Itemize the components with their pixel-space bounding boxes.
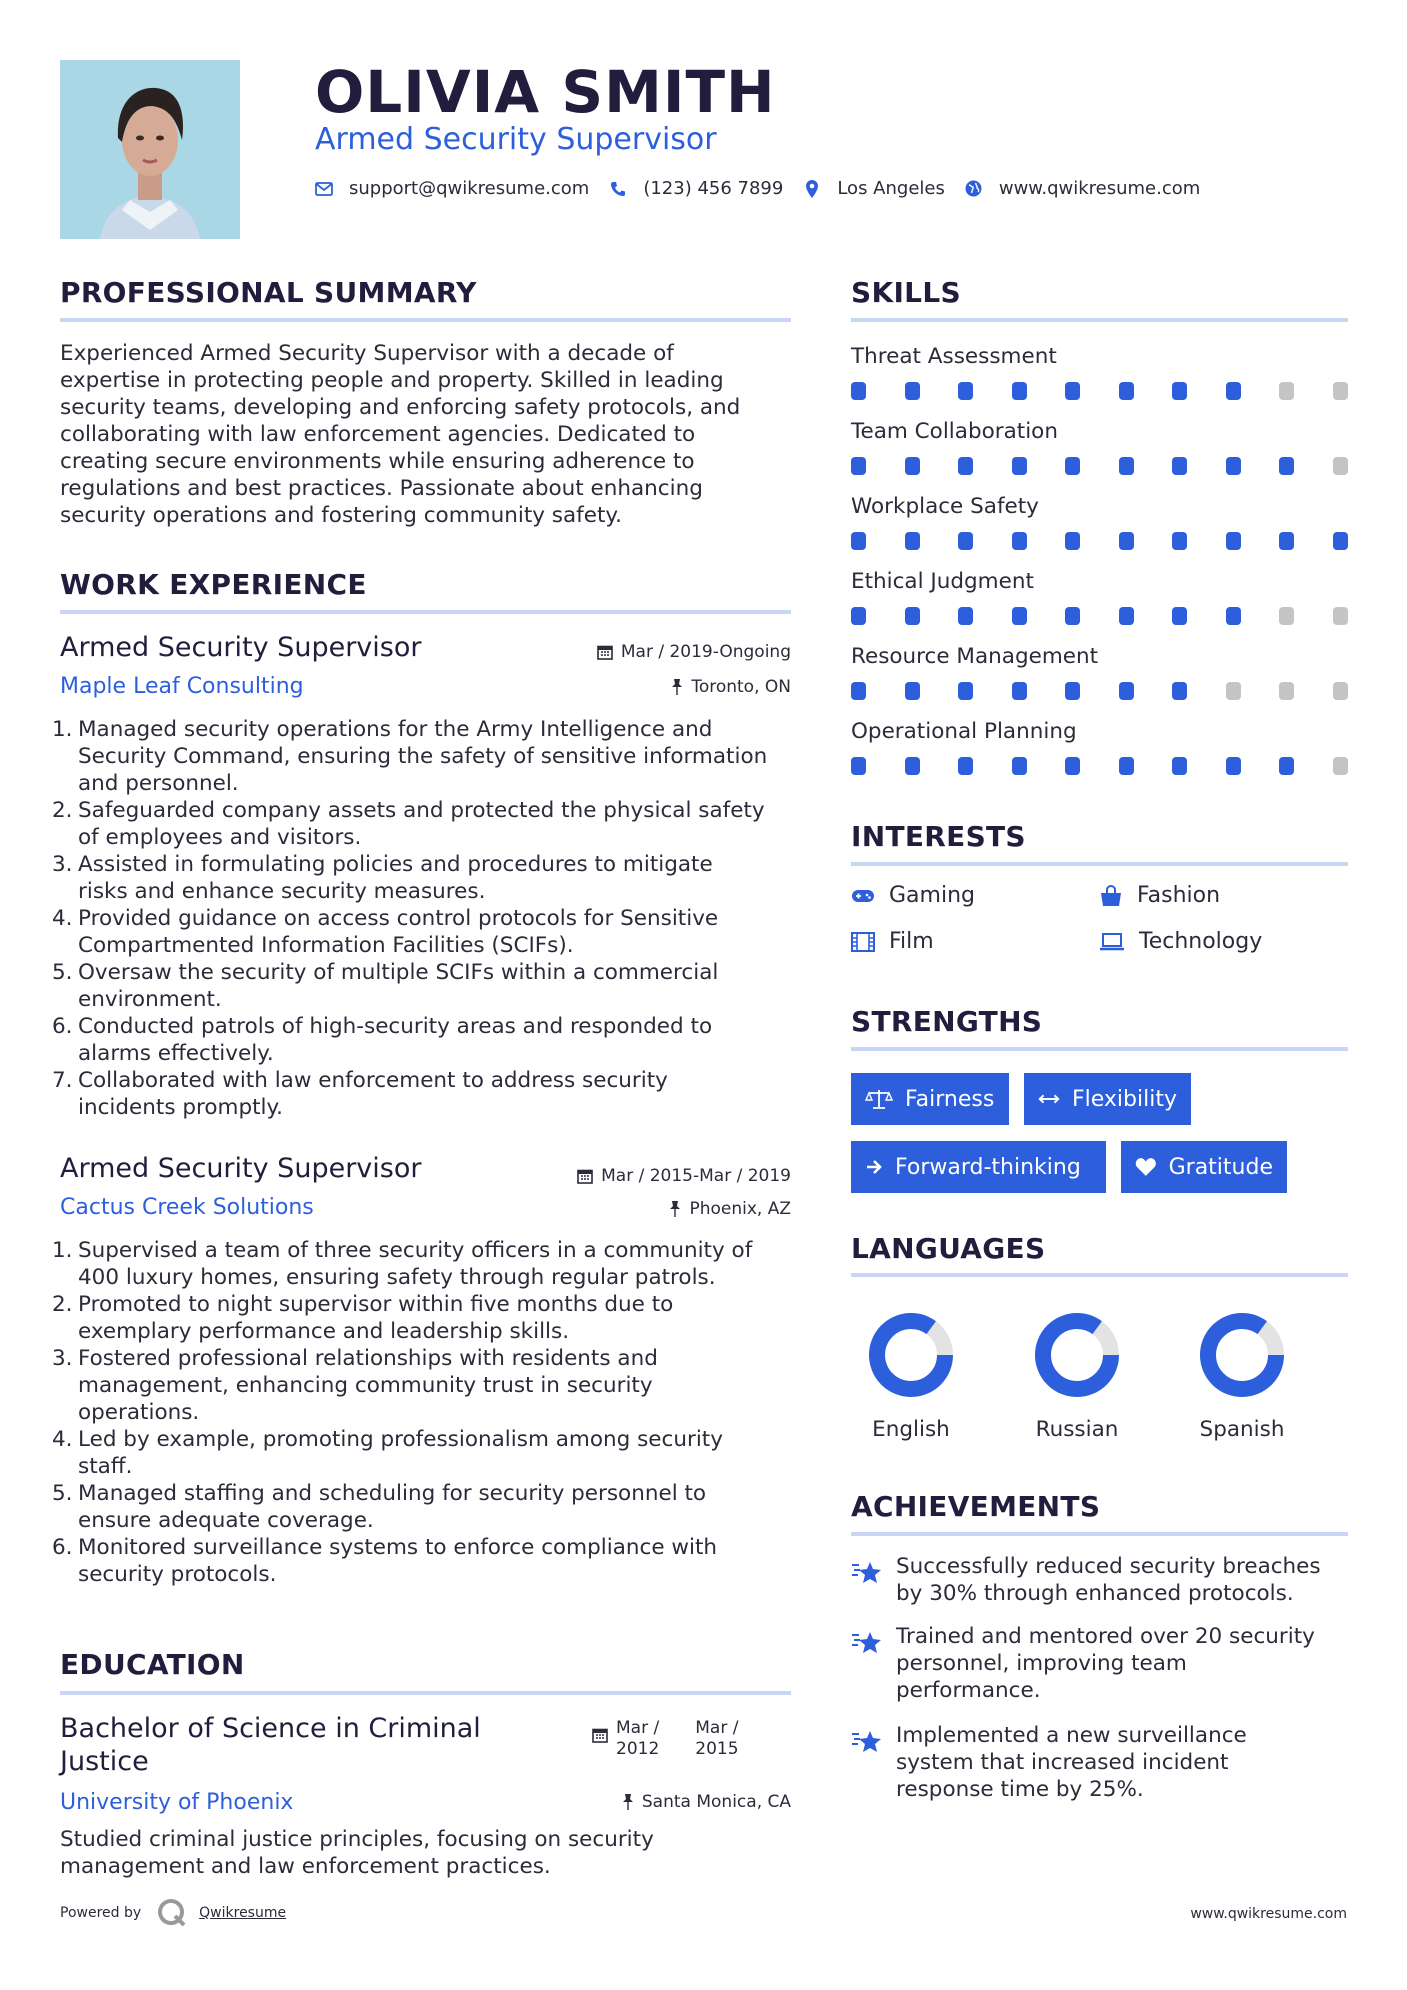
job-location	[671, 677, 791, 697]
skill-dot-filled	[1065, 682, 1080, 700]
footer-powered-by: Powered by Qwikresume	[60, 1898, 286, 1928]
list-item: 2. Promoted to night supervisor within five months due to exemplary performance and leadership skills.	[52, 1292, 674, 1344]
footer-website[interactable]: www.qwikresume.com	[1190, 1906, 1347, 1922]
skill-dot-filled	[1012, 382, 1027, 400]
shopping-bag-icon	[1099, 885, 1123, 907]
calendar-icon	[592, 1727, 608, 1743]
arrow-right-icon	[865, 1158, 883, 1176]
skills-divider	[851, 318, 1348, 322]
heart-icon	[1135, 1157, 1157, 1177]
education-location: Santa Monica, CA	[622, 1792, 791, 1812]
list-item: 2. Safeguarded company assets and protected the physical safety of employees and visitors.	[52, 798, 765, 850]
contact-bar	[315, 178, 1220, 199]
skill-dot-filled	[1172, 457, 1187, 475]
list-item: 4. Led by example, promoting professionalism among security staff.	[52, 1427, 723, 1479]
location-text: Los Angeles	[837, 178, 945, 199]
skill-dot-filled	[958, 457, 973, 475]
skill-dot-filled	[1012, 682, 1027, 700]
degree-title: Bachelor of Science in Criminal Justice	[60, 1713, 481, 1777]
skill-label: Workplace Safety	[851, 494, 1039, 519]
skill-label: Resource Management	[851, 644, 1099, 669]
strengths-divider	[851, 1047, 1348, 1051]
skill-dot-filled	[1333, 532, 1348, 550]
language-label: English	[872, 1417, 950, 1442]
list-item: 7. Collaborated with law enforcement to address security incidents promptly.	[52, 1068, 668, 1120]
skill-dot-empty	[1226, 682, 1241, 700]
list-item: 6. Monitored surveillance systems to enforce compliance with security protocols.	[52, 1535, 718, 1587]
skill-dot-filled	[1065, 607, 1080, 625]
skill-dot-empty	[1279, 607, 1294, 625]
skill-dot-filled	[1119, 757, 1134, 775]
calendar-icon	[597, 644, 613, 660]
skill-dot-filled	[851, 757, 866, 775]
globe-icon	[965, 180, 983, 198]
skill-dot-filled	[1119, 607, 1134, 625]
arrows-horizontal-icon	[1038, 1093, 1060, 1105]
language-label: Spanish	[1199, 1417, 1285, 1442]
summary-line: creating secure environments while ensuring adherence to	[60, 449, 695, 474]
summary-text	[60, 340, 800, 529]
skill-dot-filled	[1226, 757, 1241, 775]
skill-dot-filled	[1172, 682, 1187, 700]
job-title: Armed Security Supervisor	[60, 1153, 422, 1184]
edu-end: Mar / 2015	[695, 1718, 739, 1759]
skill-dot-filled	[958, 382, 973, 400]
skill-dot-filled	[1172, 607, 1187, 625]
gamepad-icon	[851, 888, 875, 904]
skill-dot-empty	[1333, 682, 1348, 700]
skill-dot-filled	[1119, 682, 1134, 700]
edu-start: Mar / 2012	[616, 1718, 660, 1759]
skill-dot-filled	[905, 382, 920, 400]
skill-dot-filled	[958, 532, 973, 550]
interests-heading: INTERESTS	[851, 820, 1026, 853]
skill-dot-filled	[1012, 532, 1027, 550]
skill-dot-filled	[1172, 532, 1187, 550]
skill-dot-filled	[1279, 757, 1294, 775]
skill-dot-filled	[905, 532, 920, 550]
strength-flexibility: Flexibility	[1024, 1073, 1191, 1125]
skill-dot-filled	[1012, 607, 1027, 625]
job-dates-text: Mar / 2019-Ongoing	[620, 642, 791, 662]
summary-heading: PROFESSIONAL SUMMARY	[60, 276, 477, 309]
skill-dot-filled	[1065, 457, 1080, 475]
summary-line: security operations and fostering community safety.	[60, 503, 622, 528]
interest-gaming: Gaming	[851, 883, 975, 908]
list-item: 1. Managed security operations for the Army Intelligence and Security Command, ensuring the safety of sensitive information and personnel.	[52, 717, 768, 796]
skill-dot-empty	[1333, 607, 1348, 625]
job-title: Armed Security Supervisor	[60, 632, 422, 663]
skill-dot-filled	[905, 682, 920, 700]
profile-photo	[60, 60, 240, 239]
skill-dot-filled	[958, 757, 973, 775]
film-icon	[851, 932, 875, 952]
experience-divider	[60, 610, 791, 614]
education-description: Studied criminal justice principles, focusing on security management and law enforcement practices.	[60, 1827, 654, 1879]
job-location	[669, 1199, 791, 1219]
list-item: 3. Assisted in formulating policies and procedures to mitigate risks and enhance security measures.	[52, 852, 713, 904]
pin-icon	[671, 679, 683, 695]
contact-email[interactable]	[315, 178, 589, 199]
laptop-icon	[1099, 933, 1125, 951]
achievement-item: Successfully reduced security breaches by 30% through enhanced protocols.	[896, 1554, 1321, 1606]
education-dates	[592, 1718, 739, 1760]
skill-dot-filled	[1172, 757, 1187, 775]
skill-dot-filled	[958, 682, 973, 700]
strength-forward-thinking: Forward-thinking	[851, 1141, 1106, 1193]
award-star-icon	[851, 1560, 883, 1590]
skill-dot-filled	[1065, 532, 1080, 550]
qwikresume-logo-icon	[157, 1898, 187, 1928]
skill-dot-filled	[905, 457, 920, 475]
award-star-icon	[851, 1630, 883, 1660]
contact-phone[interactable]	[609, 178, 783, 199]
skill-dot-filled	[1226, 382, 1241, 400]
skill-dot-filled	[1119, 457, 1134, 475]
language-label: Russian	[1035, 1417, 1119, 1442]
skills-heading: SKILLS	[851, 276, 961, 309]
skill-dot-filled	[958, 607, 973, 625]
achievements-heading: ACHIEVEMENTS	[851, 1490, 1101, 1523]
experience-heading: WORK EXPERIENCE	[60, 568, 367, 601]
company-name[interactable]: Maple Leaf Consulting	[60, 674, 304, 699]
language-donut	[1192, 1305, 1292, 1405]
strength-gratitude: Gratitude	[1121, 1141, 1287, 1193]
company-name[interactable]: Cactus Creek Solutions	[60, 1195, 314, 1220]
achievement-item: Trained and mentored over 20 security personnel, improving team performance.	[896, 1624, 1315, 1703]
list-item: 5. Oversaw the security of multiple SCIFs within a commercial environment.	[52, 960, 719, 1012]
languages-heading: LANGUAGES	[851, 1232, 1046, 1265]
calendar-icon	[577, 1168, 593, 1184]
skill-dot-filled	[1012, 457, 1027, 475]
list-item: 4. Provided guidance on access control protocols for Sensitive Compartmented Information Facilities (SCIFs).	[52, 906, 719, 958]
website-text: www.qwikresume.com	[998, 178, 1201, 199]
language-donut	[861, 1305, 961, 1405]
interests-divider	[851, 862, 1348, 866]
summary-line: collaborating with law enforcement agencies. Dedicated to	[60, 422, 696, 447]
skill-dot-filled	[851, 607, 866, 625]
envelope-icon	[315, 180, 333, 198]
skill-dot-filled	[1279, 532, 1294, 550]
skill-dot-filled	[1065, 757, 1080, 775]
skill-dot-empty	[1333, 382, 1348, 400]
list-item: 1. Supervised a team of three security officers in a community of 400 luxury homes, ensuring safety through regular patrols.	[52, 1238, 753, 1290]
brand-link[interactable]: Qwikresume	[199, 1905, 287, 1921]
candidate-name: OLIVIA SMITH	[315, 58, 776, 126]
job-dates	[577, 1166, 791, 1186]
education-heading: EDUCATION	[60, 1648, 245, 1681]
skill-dot-filled	[1226, 457, 1241, 475]
summary-line: expertise in protecting people and property. Skilled in leading	[60, 368, 724, 393]
skill-dot-empty	[1279, 382, 1294, 400]
job-location-text: Phoenix, AZ	[689, 1199, 791, 1219]
contact-location	[803, 178, 945, 199]
job-dates	[597, 642, 791, 662]
list-item: 3. Fostered professional relationships with residents and management, enhancing community trust in security operations.	[52, 1346, 658, 1425]
skill-dot-empty	[1279, 682, 1294, 700]
job-bullets	[52, 1237, 800, 1588]
achievement-item: Implemented a new surveillance system that increased incident response time by 25%.	[896, 1723, 1247, 1802]
phone-icon	[609, 180, 627, 198]
pin-icon	[669, 1201, 681, 1217]
award-star-icon	[851, 1729, 883, 1759]
languages-divider	[851, 1273, 1348, 1277]
skill-dot-filled	[1172, 382, 1187, 400]
interest-fashion: Fashion	[1099, 883, 1220, 908]
skill-dot-filled	[851, 457, 866, 475]
skill-dot-empty	[1333, 757, 1348, 775]
summary-divider	[60, 318, 791, 322]
strength-fairness: Fairness	[851, 1073, 1009, 1125]
skill-dot-filled	[1119, 532, 1134, 550]
email-text: support@qwikresume.com	[349, 178, 590, 199]
skill-dot-filled	[851, 682, 866, 700]
interest-film: Film	[851, 929, 934, 954]
education-divider	[60, 1691, 791, 1695]
contact-website[interactable]	[965, 178, 1200, 199]
skill-dot-empty	[1333, 457, 1348, 475]
skill-label: Operational Planning	[851, 719, 1077, 744]
pin-icon	[622, 1794, 634, 1810]
skill-dot-filled	[1226, 607, 1241, 625]
skill-dot-filled	[851, 532, 866, 550]
balance-scale-icon	[865, 1088, 893, 1110]
list-item: 6. Conducted patrols of high-security areas and responded to alarms effectively.	[52, 1014, 713, 1066]
job-bullets	[52, 716, 800, 1121]
skill-label: Team Collaboration	[851, 419, 1058, 444]
job-dates-text: Mar / 2015-Mar / 2019	[601, 1166, 791, 1186]
job-location-text: Toronto, ON	[691, 677, 791, 697]
strengths-heading: STRENGTHS	[851, 1005, 1043, 1038]
list-item: 5. Managed staffing and scheduling for security personnel to ensure adequate coverage.	[52, 1481, 707, 1533]
language-donut	[1027, 1305, 1127, 1405]
achievements-divider	[851, 1532, 1348, 1536]
skill-dot-filled	[1119, 382, 1134, 400]
summary-line: security teams, developing and enforcing safety protocols, and	[60, 395, 741, 420]
skill-dot-filled	[905, 607, 920, 625]
interest-technology: Technology	[1099, 929, 1262, 954]
school-name[interactable]: University of Phoenix	[60, 1790, 294, 1815]
map-pin-icon	[803, 180, 821, 198]
phone-text: (123) 456 7899	[643, 178, 784, 199]
summary-line: Experienced Armed Security Supervisor with a decade of	[60, 341, 674, 366]
candidate-title: Armed Security Supervisor	[315, 122, 717, 157]
skill-dot-filled	[1012, 757, 1027, 775]
skill-dot-filled	[1226, 532, 1241, 550]
skill-label: Threat Assessment	[851, 344, 1057, 369]
skill-dot-filled	[905, 757, 920, 775]
skill-dot-filled	[1279, 457, 1294, 475]
summary-line: regulations and best practices. Passionate about enhancing	[60, 476, 703, 501]
skill-dot-filled	[851, 382, 866, 400]
skill-label: Ethical Judgment	[851, 569, 1034, 594]
skill-dot-filled	[1065, 382, 1080, 400]
